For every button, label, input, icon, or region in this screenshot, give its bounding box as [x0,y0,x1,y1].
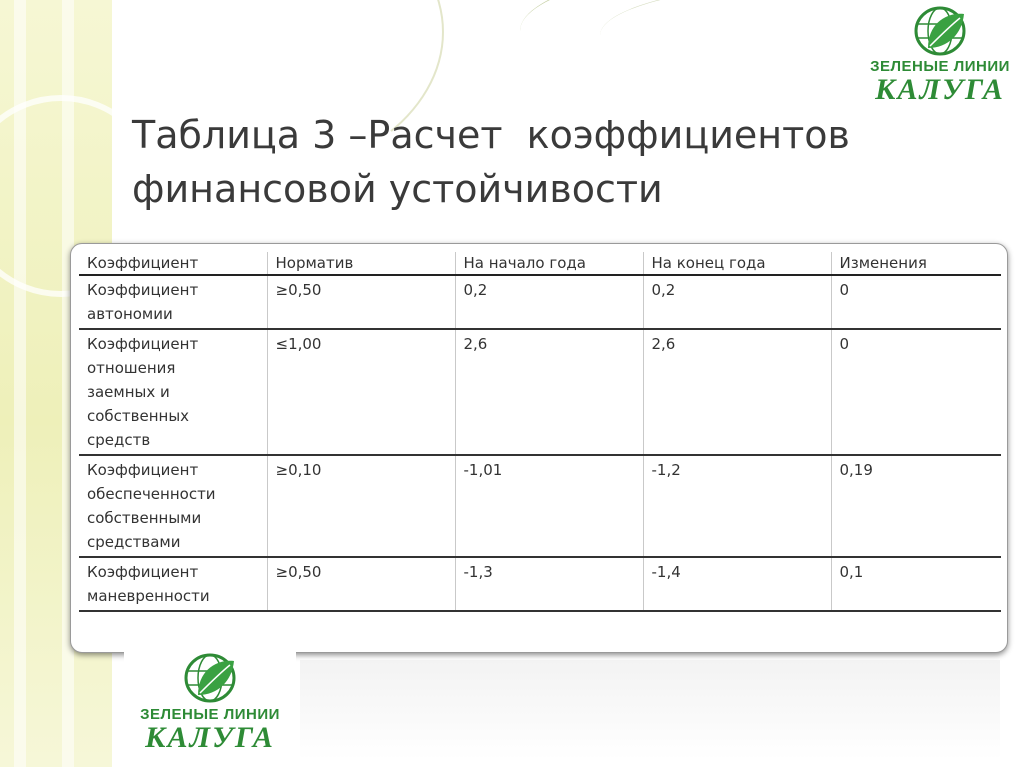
company-logo-bottom [124,650,296,767]
table-reflection [300,660,1000,760]
coefficient-name-line: Коэффициент [87,563,199,581]
header-cell: Норматив [267,252,455,275]
coefficient-name-line: Коэффициент [87,335,199,353]
header-cell: На начало года [455,252,643,275]
slide-title-line2: финансовой устойчивости [132,167,663,211]
coefficient-name-line: автономии [87,305,173,323]
start-value-cell: -1,3 [455,557,643,611]
coefficient-name-cell [79,557,267,611]
table-row [79,557,1001,611]
coefficient-name-cell [79,329,267,455]
end-value-cell: -1,2 [643,455,831,557]
change-cell: 0,1 [831,557,1001,611]
norm-cell: ≤1,00 [267,329,455,455]
change-cell: 0,19 [831,455,1001,557]
coefficient-name-cell [79,455,267,557]
coefficient-name-line: собственных [87,407,190,425]
end-value-cell: 2,6 [643,329,831,455]
slide-title [132,108,892,216]
coefficient-name-line: средств [87,431,151,449]
table-panel [70,243,1008,653]
start-value-cell: 0,2 [455,275,643,329]
table-header-row [79,252,1001,275]
logo-text-line1: ЗЕЛЕНЫЕ ЛИНИИ [870,58,1010,75]
header-cell: Изменения [831,252,1001,275]
leaf-globe-icon [904,4,976,58]
financial-stability-table [79,252,1001,612]
coefficient-name-line: заемных и [87,383,170,401]
leaf-globe-icon [174,650,246,706]
norm-cell: ≥0,50 [267,557,455,611]
slide-title-line1: Таблица 3 –Расчет коэффициентов [132,113,850,157]
coefficient-name-line: маневренности [87,587,210,605]
coefficient-name-line: собственными [87,509,202,527]
table-row [79,329,1001,455]
coefficient-name-line: Коэффициент [87,461,199,479]
end-value-cell: -1,4 [643,557,831,611]
coefficient-name-line: отношения [87,359,176,377]
end-value-cell: 0,2 [643,275,831,329]
coefficient-name-line: Коэффициент [87,281,199,299]
company-logo [858,4,1022,105]
start-value-cell: -1,01 [455,455,643,557]
start-value-cell: 2,6 [455,329,643,455]
header-cell: На конец года [643,252,831,275]
header-cell: Коэффициент [87,254,199,272]
change-cell: 0 [831,329,1001,455]
logo-text-line1: ЗЕЛЕНЫЕ ЛИНИИ [140,706,280,723]
coefficient-name-line: средствами [87,533,181,551]
norm-cell: ≥0,50 [267,275,455,329]
coefficient-name-line: обеспеченности [87,485,216,503]
logo-text-line2: КАЛУГА [875,73,1005,106]
coefficient-name-cell [79,275,267,329]
change-cell: 0 [831,275,1001,329]
table-row [79,275,1001,329]
norm-cell: ≥0,10 [267,455,455,557]
logo-text-line2: КАЛУГА [145,721,275,754]
table-row [79,455,1001,557]
